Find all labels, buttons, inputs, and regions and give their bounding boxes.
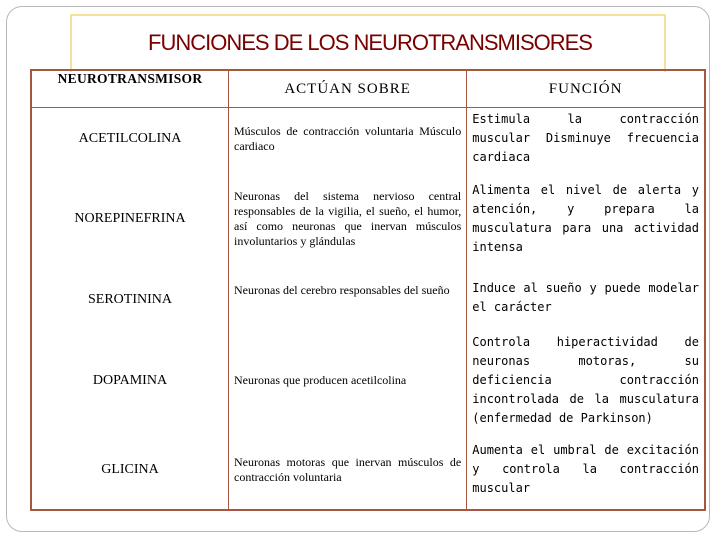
header-funcion: FUNCIÓN	[467, 70, 705, 108]
header-actuan-sobre: ACTÚAN SOBRE	[229, 70, 467, 108]
table-row	[31, 269, 705, 331]
neurotransmitter-name: GLICINA	[101, 461, 159, 477]
acts-on-cell: Neuronas del sistema nervioso central responsables de la vigilia, el sueño, el humor, así como neuronas que inervan músculos involuntarios y glándulas	[229, 169, 467, 269]
function-cell: Controla hiperactividad de neuronas motoras, su deficiencia contracción incontrolada de la musculatura (enfermedad de Parkinson)	[467, 331, 705, 430]
function-cell: Aumenta el umbral de excitación y controla la contracción muscular	[467, 430, 705, 510]
neurotransmitter-name: NOREPINEFRINA	[74, 211, 186, 226]
table-row	[31, 108, 705, 170]
table-row	[31, 430, 705, 510]
acts-on-cell: Neuronas que producen acetilcolina	[229, 331, 467, 430]
function-cell: Alimenta el nivel de alerta y atención, y prepara la musculatura para una actividad intensa	[467, 169, 705, 269]
table-header-row	[31, 70, 705, 108]
neurotransmitter-name: DOPAMINA	[92, 372, 168, 388]
acts-on-cell: Músculos de contracción voluntaria Músculo cardiaco	[229, 108, 467, 170]
function-cell: Induce al sueño y puede modelar el carácter	[467, 269, 705, 331]
neurotransmitter-name: SEROTININA	[88, 292, 172, 307]
table-row	[31, 169, 705, 269]
function-cell: Estimula la contracción muscular Disminuye frecuencia cardiaca	[467, 108, 705, 170]
neurotransmitter-table	[30, 69, 706, 511]
page-title: FUNCIONES DE LOS NEUROTRANSMISORES	[148, 30, 592, 55]
table-row	[31, 331, 705, 430]
neurotransmitter-name: ACETILCOLINA	[78, 130, 182, 146]
header-neurotransmisor: NEUROTRANSMISOR	[31, 70, 229, 108]
acts-on-cell: Neuronas del cerebro responsables del sueño	[229, 269, 467, 331]
acts-on-cell: Neuronas motoras que inervan músculos de contracción voluntaria	[229, 430, 467, 510]
